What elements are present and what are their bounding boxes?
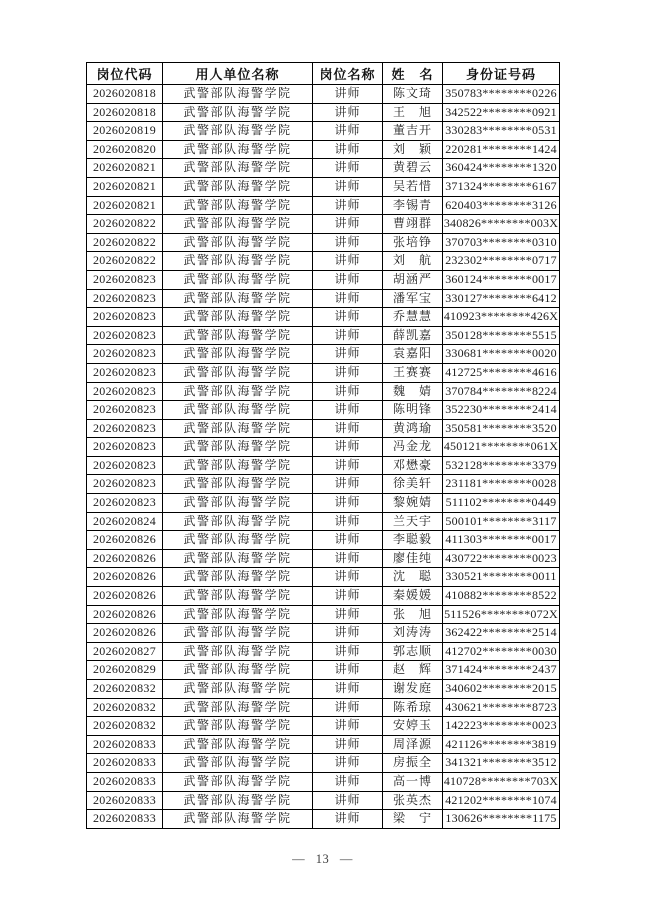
table-row <box>87 549 560 568</box>
cell-position-title: 讲师 <box>313 698 383 717</box>
cell-position-code: 2026020818 <box>87 85 163 104</box>
cell-position-title: 讲师 <box>313 494 383 513</box>
cell-position-code: 2026020823 <box>87 308 163 327</box>
table-row <box>87 624 560 643</box>
cell-position-title: 讲师 <box>313 624 383 643</box>
table-row <box>87 568 560 587</box>
header-position-title: 岗位名称 <box>313 63 383 85</box>
table-row <box>87 177 560 196</box>
cell-position-code: 2026020824 <box>87 512 163 531</box>
header-position-code: 岗位代码 <box>87 63 163 85</box>
cell-id-number: 410923********426X <box>443 308 560 327</box>
cell-position-title: 讲师 <box>313 456 383 475</box>
cell-position-code: 2026020822 <box>87 215 163 234</box>
cell-employer-name: 武警部队海警学院 <box>163 363 313 382</box>
cell-person-name: 沈 聪 <box>383 568 443 587</box>
cell-employer-name: 武警部队海警学院 <box>163 735 313 754</box>
cell-person-name: 黄碧云 <box>383 159 443 178</box>
cell-employer-name: 武警部队海警学院 <box>163 382 313 401</box>
cell-employer-name: 武警部队海警学院 <box>163 605 313 624</box>
cell-employer-name: 武警部队海警学院 <box>163 270 313 289</box>
cell-id-number: 231181********0028 <box>443 475 560 494</box>
cell-person-name: 薛凯嘉 <box>383 326 443 345</box>
cell-person-name: 安婷玉 <box>383 717 443 736</box>
table-row <box>87 85 560 104</box>
cell-employer-name: 武警部队海警学院 <box>163 810 313 829</box>
table-row <box>87 810 560 829</box>
cell-position-title: 讲师 <box>313 512 383 531</box>
table-row <box>87 717 560 736</box>
cell-position-title: 讲师 <box>313 122 383 141</box>
cell-position-code: 2026020829 <box>87 661 163 680</box>
cell-person-name: 高一博 <box>383 772 443 791</box>
cell-position-code: 2026020826 <box>87 605 163 624</box>
cell-employer-name: 武警部队海警学院 <box>163 308 313 327</box>
cell-position-code: 2026020826 <box>87 587 163 606</box>
cell-id-number: 130626********1175 <box>443 810 560 829</box>
cell-position-title: 讲师 <box>313 531 383 550</box>
cell-employer-name: 武警部队海警学院 <box>163 642 313 661</box>
cell-position-code: 2026020827 <box>87 642 163 661</box>
cell-id-number: 430621********8723 <box>443 698 560 717</box>
table-row <box>87 735 560 754</box>
table-body <box>87 85 560 829</box>
cell-position-title: 讲师 <box>313 326 383 345</box>
table-row <box>87 252 560 271</box>
cell-position-code: 2026020833 <box>87 772 163 791</box>
cell-employer-name: 武警部队海警学院 <box>163 791 313 810</box>
cell-id-number: 511526********072X <box>443 605 560 624</box>
cell-employer-name: 武警部队海警学院 <box>163 252 313 271</box>
table-row <box>87 438 560 457</box>
table-row <box>87 419 560 438</box>
header-employer-name: 用人单位名称 <box>163 63 313 85</box>
cell-position-title: 讲师 <box>313 568 383 587</box>
cell-id-number: 620403********3126 <box>443 196 560 215</box>
cell-id-number: 371324********6167 <box>443 177 560 196</box>
cell-person-name: 吴若惜 <box>383 177 443 196</box>
cell-id-number: 350128********5515 <box>443 326 560 345</box>
cell-employer-name: 武警部队海警学院 <box>163 177 313 196</box>
cell-person-name: 梁 宁 <box>383 810 443 829</box>
cell-position-title: 讲师 <box>313 159 383 178</box>
cell-person-name: 袁嘉阳 <box>383 345 443 364</box>
cell-employer-name: 武警部队海警学院 <box>163 159 313 178</box>
cell-person-name: 黎婉婧 <box>383 494 443 513</box>
cell-position-code: 2026020826 <box>87 624 163 643</box>
cell-id-number: 350581********3520 <box>443 419 560 438</box>
cell-position-title: 讲师 <box>313 401 383 420</box>
cell-id-number: 232302********0717 <box>443 252 560 271</box>
cell-position-code: 2026020823 <box>87 401 163 420</box>
cell-person-name: 张英杰 <box>383 791 443 810</box>
cell-position-code: 2026020833 <box>87 754 163 773</box>
table-row <box>87 754 560 773</box>
cell-employer-name: 武警部队海警学院 <box>163 456 313 475</box>
cell-position-title: 讲师 <box>313 363 383 382</box>
cell-position-title: 讲师 <box>313 642 383 661</box>
cell-employer-name: 武警部队海警学院 <box>163 140 313 159</box>
cell-id-number: 370784********8224 <box>443 382 560 401</box>
cell-person-name: 陈希琼 <box>383 698 443 717</box>
cell-employer-name: 武警部队海警学院 <box>163 196 313 215</box>
table-row <box>87 289 560 308</box>
table-row <box>87 270 560 289</box>
cell-position-title: 讲师 <box>313 103 383 122</box>
table-row <box>87 159 560 178</box>
cell-position-title: 讲师 <box>313 754 383 773</box>
table-row <box>87 196 560 215</box>
cell-position-title: 讲师 <box>313 772 383 791</box>
cell-position-code: 2026020823 <box>87 475 163 494</box>
cell-employer-name: 武警部队海警学院 <box>163 698 313 717</box>
cell-id-number: 340602********2015 <box>443 680 560 699</box>
table-row <box>87 494 560 513</box>
table-row <box>87 215 560 234</box>
cell-id-number: 360424********1320 <box>443 159 560 178</box>
cell-employer-name: 武警部队海警学院 <box>163 531 313 550</box>
cell-position-code: 2026020821 <box>87 159 163 178</box>
cell-employer-name: 武警部队海警学院 <box>163 494 313 513</box>
table-header <box>87 63 560 85</box>
cell-position-code: 2026020823 <box>87 289 163 308</box>
table-row <box>87 642 560 661</box>
cell-person-name: 魏 婧 <box>383 382 443 401</box>
cell-position-code: 2026020823 <box>87 345 163 364</box>
cell-id-number: 342522********0921 <box>443 103 560 122</box>
cell-employer-name: 武警部队海警学院 <box>163 680 313 699</box>
table-row <box>87 103 560 122</box>
table-row <box>87 661 560 680</box>
cell-position-code: 2026020818 <box>87 103 163 122</box>
cell-position-code: 2026020833 <box>87 810 163 829</box>
cell-person-name: 周泽源 <box>383 735 443 754</box>
table-row <box>87 475 560 494</box>
header-person-name: 姓 名 <box>383 63 443 85</box>
cell-id-number: 330681********0020 <box>443 345 560 364</box>
cell-employer-name: 武警部队海警学院 <box>163 215 313 234</box>
cell-position-code: 2026020832 <box>87 717 163 736</box>
cell-person-name: 徐美轩 <box>383 475 443 494</box>
cell-position-title: 讲师 <box>313 345 383 364</box>
cell-id-number: 450121********061X <box>443 438 560 457</box>
position-roster-table <box>86 62 560 829</box>
cell-person-name: 王赛赛 <box>383 363 443 382</box>
cell-position-title: 讲师 <box>313 587 383 606</box>
cell-position-title: 讲师 <box>313 215 383 234</box>
cell-position-title: 讲师 <box>313 605 383 624</box>
cell-position-code: 2026020823 <box>87 438 163 457</box>
cell-position-title: 讲师 <box>313 140 383 159</box>
cell-employer-name: 武警部队海警学院 <box>163 549 313 568</box>
cell-position-title: 讲师 <box>313 85 383 104</box>
cell-position-title: 讲师 <box>313 717 383 736</box>
cell-person-name: 潘军宝 <box>383 289 443 308</box>
cell-person-name: 黄鸿瑜 <box>383 419 443 438</box>
cell-person-name: 乔慧慧 <box>383 308 443 327</box>
cell-employer-name: 武警部队海警学院 <box>163 661 313 680</box>
cell-person-name: 郭志顺 <box>383 642 443 661</box>
cell-id-number: 350783********0226 <box>443 85 560 104</box>
cell-position-title: 讲师 <box>313 735 383 754</box>
table-row <box>87 680 560 699</box>
cell-person-name: 李聪毅 <box>383 531 443 550</box>
table-row <box>87 363 560 382</box>
table-row <box>87 587 560 606</box>
cell-employer-name: 武警部队海警学院 <box>163 345 313 364</box>
page-number: — 13 — <box>292 852 353 866</box>
table-row <box>87 772 560 791</box>
cell-id-number: 500101********3117 <box>443 512 560 531</box>
cell-position-title: 讲师 <box>313 419 383 438</box>
cell-employer-name: 武警部队海警学院 <box>163 419 313 438</box>
cell-person-name: 陈文琦 <box>383 85 443 104</box>
cell-id-number: 340826********003X <box>443 215 560 234</box>
cell-employer-name: 武警部队海警学院 <box>163 624 313 643</box>
cell-id-number: 142223********0023 <box>443 717 560 736</box>
cell-position-code: 2026020833 <box>87 791 163 810</box>
cell-position-title: 讲师 <box>313 252 383 271</box>
cell-position-code: 2026020823 <box>87 363 163 382</box>
cell-position-title: 讲师 <box>313 196 383 215</box>
cell-position-title: 讲师 <box>313 549 383 568</box>
table-row <box>87 140 560 159</box>
table-row <box>87 308 560 327</box>
cell-employer-name: 武警部队海警学院 <box>163 754 313 773</box>
cell-person-name: 赵 辉 <box>383 661 443 680</box>
cell-position-code: 2026020820 <box>87 140 163 159</box>
cell-id-number: 341321********3512 <box>443 754 560 773</box>
header-id-number: 身份证号码 <box>443 63 560 85</box>
cell-id-number: 330127********6412 <box>443 289 560 308</box>
cell-position-code: 2026020823 <box>87 382 163 401</box>
cell-position-title: 讲师 <box>313 661 383 680</box>
cell-id-number: 410882********8522 <box>443 587 560 606</box>
cell-person-name: 刘涛涛 <box>383 624 443 643</box>
cell-position-title: 讲师 <box>313 177 383 196</box>
cell-person-name: 廖佳纯 <box>383 549 443 568</box>
cell-employer-name: 武警部队海警学院 <box>163 233 313 252</box>
cell-person-name: 兰天宇 <box>383 512 443 531</box>
cell-id-number: 511102********0449 <box>443 494 560 513</box>
table-row <box>87 791 560 810</box>
cell-position-code: 2026020832 <box>87 680 163 699</box>
cell-position-code: 2026020821 <box>87 196 163 215</box>
table-row <box>87 382 560 401</box>
cell-position-code: 2026020826 <box>87 531 163 550</box>
cell-employer-name: 武警部队海警学院 <box>163 103 313 122</box>
cell-position-title: 讲师 <box>313 289 383 308</box>
cell-id-number: 410728********703X <box>443 772 560 791</box>
cell-id-number: 330283********0531 <box>443 122 560 141</box>
cell-id-number: 362422********2514 <box>443 624 560 643</box>
cell-person-name: 秦媛媛 <box>383 587 443 606</box>
cell-employer-name: 武警部队海警学院 <box>163 326 313 345</box>
cell-person-name: 谢发庭 <box>383 680 443 699</box>
cell-id-number: 532128********3379 <box>443 456 560 475</box>
cell-position-code: 2026020832 <box>87 698 163 717</box>
cell-person-name: 刘 颖 <box>383 140 443 159</box>
cell-id-number: 330521********0011 <box>443 568 560 587</box>
cell-id-number: 360124********0017 <box>443 270 560 289</box>
cell-position-title: 讲师 <box>313 791 383 810</box>
table-row <box>87 326 560 345</box>
cell-position-title: 讲师 <box>313 810 383 829</box>
cell-id-number: 421126********3819 <box>443 735 560 754</box>
cell-person-name: 陈明锋 <box>383 401 443 420</box>
cell-id-number: 352230********2414 <box>443 401 560 420</box>
cell-employer-name: 武警部队海警学院 <box>163 401 313 420</box>
cell-position-title: 讲师 <box>313 475 383 494</box>
cell-employer-name: 武警部队海警学院 <box>163 587 313 606</box>
table-row <box>87 122 560 141</box>
cell-person-name: 刘 航 <box>383 252 443 271</box>
cell-employer-name: 武警部队海警学院 <box>163 289 313 308</box>
cell-id-number: 371424********2437 <box>443 661 560 680</box>
cell-id-number: 220281********1424 <box>443 140 560 159</box>
table-row <box>87 698 560 717</box>
cell-person-name: 王 旭 <box>383 103 443 122</box>
cell-position-code: 2026020822 <box>87 252 163 271</box>
cell-position-code: 2026020822 <box>87 233 163 252</box>
cell-employer-name: 武警部队海警学院 <box>163 475 313 494</box>
cell-person-name: 冯金龙 <box>383 438 443 457</box>
cell-position-code: 2026020826 <box>87 549 163 568</box>
cell-id-number: 411303********0017 <box>443 531 560 550</box>
cell-person-name: 曹翊群 <box>383 215 443 234</box>
cell-position-code: 2026020823 <box>87 326 163 345</box>
cell-position-code: 2026020819 <box>87 122 163 141</box>
header-row <box>87 63 560 85</box>
cell-person-name: 房振全 <box>383 754 443 773</box>
table-row <box>87 512 560 531</box>
table-row <box>87 605 560 624</box>
cell-position-code: 2026020823 <box>87 419 163 438</box>
table-row <box>87 345 560 364</box>
table-row <box>87 456 560 475</box>
cell-person-name: 邓懋豪 <box>383 456 443 475</box>
cell-person-name: 董吉开 <box>383 122 443 141</box>
cell-id-number: 370703********0310 <box>443 233 560 252</box>
cell-position-code: 2026020833 <box>87 735 163 754</box>
cell-person-name: 胡涵严 <box>383 270 443 289</box>
cell-employer-name: 武警部队海警学院 <box>163 717 313 736</box>
cell-id-number: 421202********1074 <box>443 791 560 810</box>
cell-position-title: 讲师 <box>313 270 383 289</box>
table-row <box>87 233 560 252</box>
cell-position-code: 2026020823 <box>87 456 163 475</box>
cell-person-name: 张 旭 <box>383 605 443 624</box>
cell-employer-name: 武警部队海警学院 <box>163 438 313 457</box>
cell-position-title: 讲师 <box>313 680 383 699</box>
cell-employer-name: 武警部队海警学院 <box>163 772 313 791</box>
cell-position-title: 讲师 <box>313 382 383 401</box>
cell-person-name: 李锡青 <box>383 196 443 215</box>
cell-employer-name: 武警部队海警学院 <box>163 568 313 587</box>
cell-position-title: 讲师 <box>313 438 383 457</box>
cell-position-title: 讲师 <box>313 233 383 252</box>
cell-position-title: 讲师 <box>313 308 383 327</box>
cell-employer-name: 武警部队海警学院 <box>163 122 313 141</box>
cell-position-code: 2026020821 <box>87 177 163 196</box>
cell-id-number: 412702********0030 <box>443 642 560 661</box>
table-row <box>87 531 560 550</box>
cell-position-code: 2026020826 <box>87 568 163 587</box>
cell-id-number: 430722********0023 <box>443 549 560 568</box>
cell-employer-name: 武警部队海警学院 <box>163 512 313 531</box>
cell-person-name: 张培铮 <box>383 233 443 252</box>
table-row <box>87 401 560 420</box>
cell-position-code: 2026020823 <box>87 270 163 289</box>
cell-id-number: 412725********4616 <box>443 363 560 382</box>
cell-employer-name: 武警部队海警学院 <box>163 85 313 104</box>
cell-position-code: 2026020823 <box>87 494 163 513</box>
